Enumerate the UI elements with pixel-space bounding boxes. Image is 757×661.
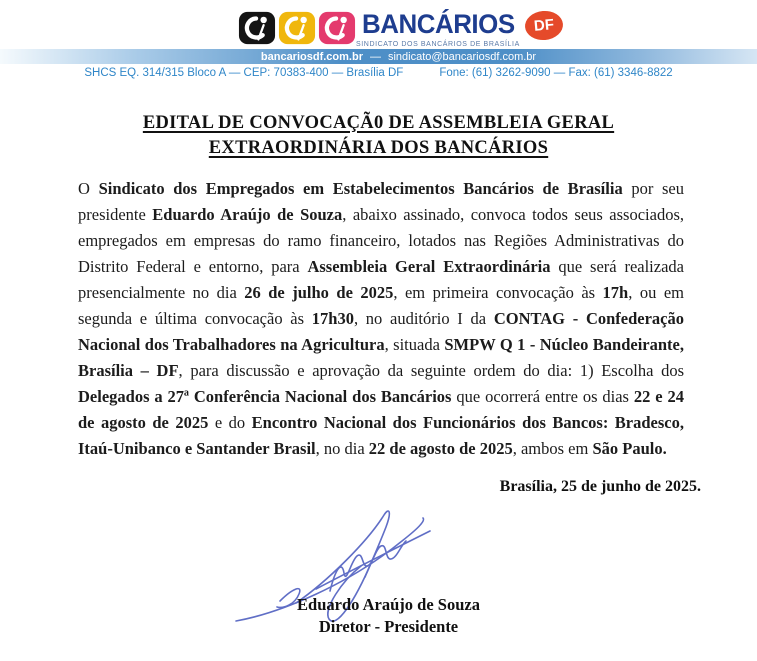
logo-icon-row <box>238 10 356 46</box>
date-line: Brasília, 25 de junho de 2025. <box>499 478 701 495</box>
address-line <box>0 67 757 79</box>
document-title <box>0 111 757 161</box>
website-text: bancariosdf.com.br <box>260 50 363 63</box>
person-icon-yellow <box>278 10 316 46</box>
phone-fax: Fone: (61) 3262-9090 — Fax: (61) 3346-8822 <box>439 67 673 79</box>
email-text: sindicato@bancariosdf.com.br <box>387 50 537 63</box>
union-logo <box>22 10 757 48</box>
df-badge: DF <box>524 9 564 41</box>
logo-tagline: SINDICATO DOS BANCÁRIOS DE BRASÍLIA <box>355 41 520 48</box>
person-icon-pink <box>318 10 356 46</box>
logo-wordmark: BANCÁRIOS <box>361 9 515 39</box>
title-line-1: EDITAL DE CONVOCAÇÃ0 DE ASSEMBLEIA GERAL <box>142 113 615 133</box>
signatory-name: Eduardo Araújo de Souza <box>297 595 480 614</box>
logo-wordmark-block <box>355 9 563 48</box>
separator-dash: — <box>369 50 381 63</box>
signatory-role: Diretor - Presidente <box>318 617 459 636</box>
street-address: SHCS EQ. 314/315 Bloco A — CEP: 70383-400 — Brasília DF <box>84 67 404 79</box>
body-paragraph: O Sindicato dos Empregados em Estabelecimentos Bancários de Brasília por seu presidente Eduardo Araújo de Souza, abaixo assinado, convoca todos seus associados, empregados em empresas do ramo financeiro, lotados nas Regiões Administrativas do Distrito Federal e entorno, para Assembleia Geral Extraordinária que será realizada presencialmente no dia 26 de julho de 2025, em primeira convocação às 17h, ou em segunda e última convocação às 17h30, no auditório I da CONTAG - Confederação Nacional dos Trabalhadores na Agricultura, situada SMPW Q 1 - Núcleo Bandeirante, Brasília – DF, para discussão e aprovação da seguinte ordem do dia: 1) Escolha dos Delegados a 27ª Conferência Nacional dos Bancários que ocorrerá entre os dias 22 e 24 de agosto de 2025 e do Encontro Nacional dos Funcionários dos Bancos: Bradesco, Itaú-Unibanco e Santander Brasil, no dia 22 de agosto de 2025, ambos em São Paulo. <box>78 179 685 458</box>
title-line-2: EXTRAORDINÁRIA DOS BANCÁRIOS <box>208 138 549 158</box>
contact-bar <box>0 49 757 64</box>
person-icon-black <box>238 10 276 46</box>
